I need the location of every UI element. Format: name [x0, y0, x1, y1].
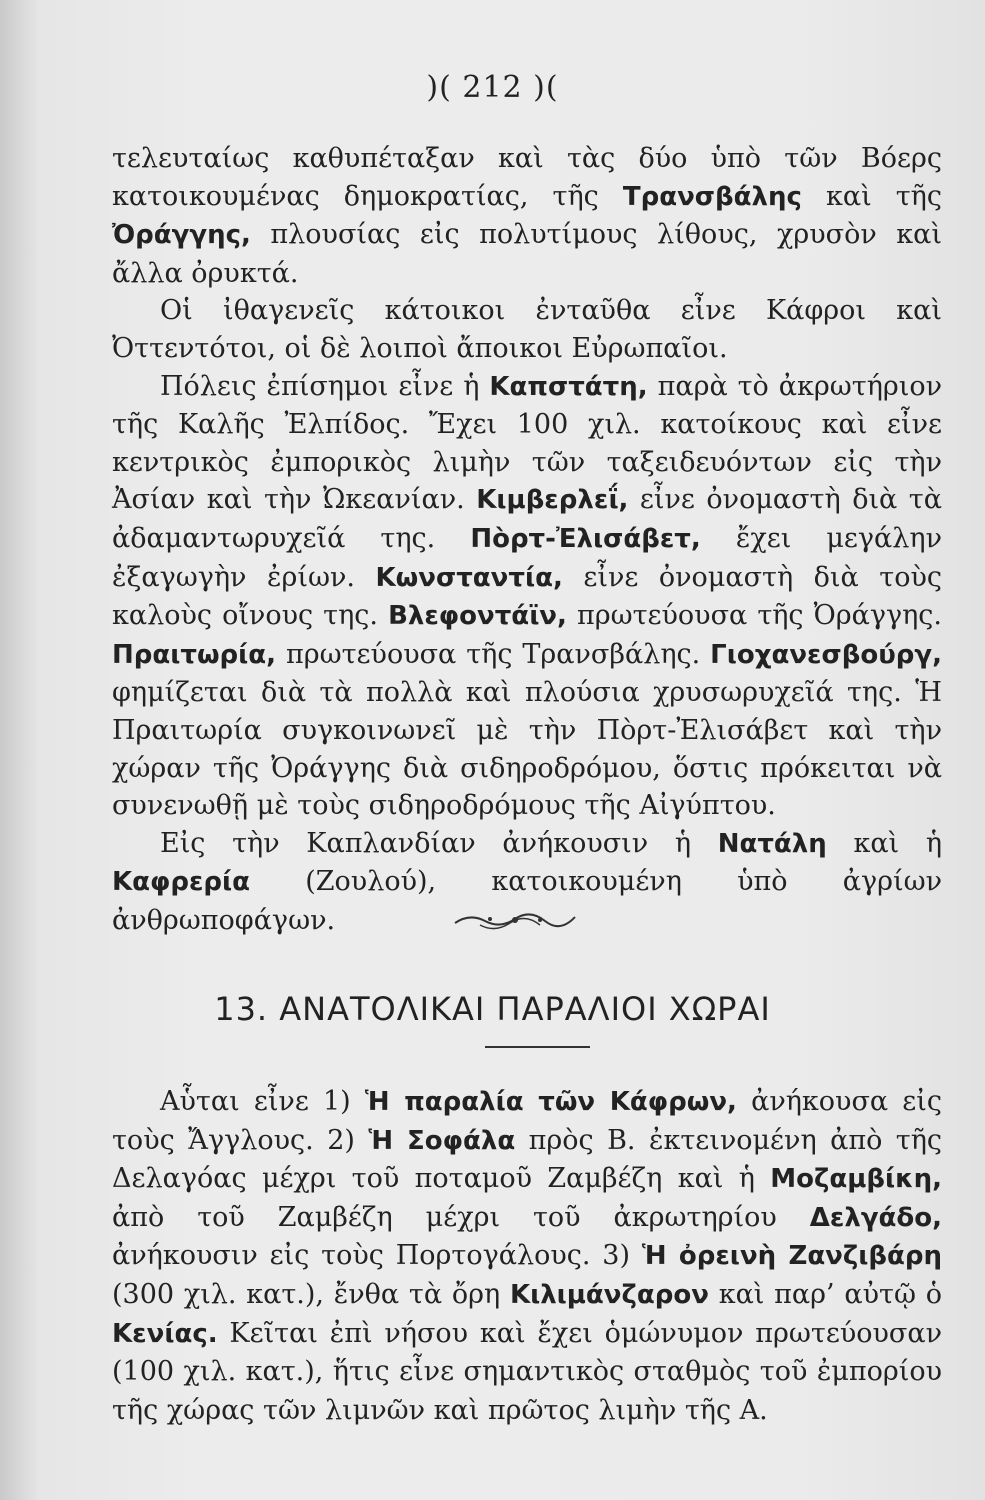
- text-run: πρωτεύουσα τῆς Τρανσβάλης.: [276, 638, 711, 670]
- bold-term: Γιοχανεσβούργ,: [710, 639, 942, 670]
- text-run: πρωτεύουσα τῆς Ὀράγγης.: [566, 600, 943, 632]
- bold-term: Κιμβερλεΐ,: [476, 485, 629, 516]
- text-run: φημίζεται διὰ τὰ πολλὰ καὶ πλούσια χρυσωρυχεῖά της. Ἡ Πραιτωρία συγκοινωνεῖ μὲ τὴν Πὸρτ-Ἐλισάβετ καὶ τὴν χώραν τῆς Ὀράγγης διὰ σιδηροδρόμου, ὅστις πρόκειται νὰ συνενωθῇ μὲ τοὺς σιδηροδρόμους τῆς Αἰγύπτου.: [112, 677, 942, 822]
- text-run: πρὸς Β. ἐκτεινομένη ἀπὸ τῆς Δελαγόας μέχρι τοῦ ποταμοῦ Ζαμβέζη καὶ ἡ: [112, 1124, 943, 1195]
- bold-term: Ἡ παραλία τῶν Κάφρων,: [364, 1087, 737, 1117]
- paragraph-2: Οἱ ἰθαγενεῖς κάτοικοι ἐνταῦθα εἶνε Κάφροι καὶ Ὀττεντότοι, οἱ δὲ λοιποὶ ἄποικοι Εὐρωπαῖοι.: [112, 295, 942, 364]
- title-underline: [485, 1046, 590, 1048]
- text-run: καὶ ἡ: [826, 827, 942, 859]
- bold-term: Καφρερία: [112, 867, 251, 898]
- paragraph-5: [112, 1083, 942, 1430]
- text-run: ἀνήκουσα εἰς τοὺς Ἄγγλους. 2): [112, 1086, 942, 1156]
- bold-term: Βλεφοντάϊν,: [388, 601, 567, 632]
- page-number: )( 212 )(: [426, 70, 559, 105]
- paragraph-3: [112, 368, 942, 825]
- text-run: Εἰς τὴν Καπλανδίαν ἀνήκουσιν ἡ: [160, 827, 718, 859]
- bold-term: Τρανσβάλης: [622, 181, 802, 212]
- text-run: ἔχει μεγάλην ἐξαγωγὴν ἐρίων.: [112, 522, 942, 593]
- bold-term: Ἡ Σοφάλα: [368, 1125, 516, 1156]
- text-run: Αὗται εἶνε 1): [160, 1086, 365, 1117]
- text-run: εἶνε ὀνομαστὴ διὰ τὰ ἀδαμαντωρυχεῖά της.: [112, 484, 942, 554]
- bold-term: Δελγάδο,: [809, 1202, 942, 1233]
- text-run: (300 χιλ. κατ.), ἔνθα τὰ ὄρη: [112, 1278, 510, 1310]
- body-text-upper: [112, 140, 942, 939]
- section-title: 13. ΑΝΑΤΟΛΙΚΑΙ ΠΑΡΑΛΙΟΙ ΧΩΡΑΙ: [214, 990, 771, 1028]
- text-run: ἀπὸ τοῦ Ζαμβέζη μέχρι τοῦ ἀκρωτηρίου: [112, 1201, 810, 1233]
- text-run: τελευταίως καθυπέταξαν καὶ τὰς δύο ὑπὸ τῶν Βόερς κατοικουμένας δημοκρατίας, τῆς: [112, 143, 942, 212]
- text-run: εἶνε ὀνομαστὴ διὰ τοὺς καλοὺς οἴνους της.: [112, 561, 942, 632]
- bold-term: Πὸρτ-Ἐλισάβετ,: [470, 523, 701, 554]
- bold-term: Κιλιμάνζαρον: [509, 1279, 709, 1310]
- ornament-divider: [450, 905, 580, 935]
- bold-term: Κωνσταντία,: [375, 562, 563, 593]
- paragraph-1: [112, 140, 942, 292]
- bold-term: Καπστάτη,: [489, 371, 648, 402]
- text-run: πλουσίας εἰς πολυτίμους λίθους, χρυσὸν καὶ ἄλλα ὀρυκτά.: [112, 219, 942, 289]
- bold-term: Μοζαμβίκη,: [770, 1164, 942, 1195]
- text-run: (Ζουλού), κατοικουμένη ὑπὸ ἀγρίων ἀνθρωποφάγων.: [112, 866, 942, 936]
- bold-term: Νατάλη: [717, 828, 827, 859]
- bold-term: Κενίας.: [112, 1318, 218, 1349]
- body-text-lower: [112, 1083, 942, 1430]
- bold-term: Ἡ ὀρεινὴ Ζανζιβάρη: [641, 1241, 942, 1272]
- bold-term: Ὀράγγης,: [112, 220, 251, 251]
- bold-term: Πραιτωρία,: [112, 639, 277, 670]
- text-run: παρὰ τὸ ἀκρωτήριον τῆς Καλῆς Ἐλπίδος. Ἔχει 100 χιλ. κατοίκους καὶ εἶνε κεντρικὸς ἐμπορικὸς λιμὴν τῶν ταξειδευόντων εἰς τὴν Ἀσίαν καὶ τὴν Ὠκεανίαν.: [112, 370, 942, 516]
- text-run: ἀνήκουσιν εἰς τοὺς Πορτογάλους. 3): [112, 1240, 642, 1272]
- text-run: καὶ παρ’ αὐτῷ ὁ: [708, 1278, 942, 1310]
- text-run: Πόλεις ἐπίσημοι εἶνε ἡ: [160, 370, 490, 402]
- text-run: Κεῖται ἐπὶ νήσου καὶ ἔχει ὁμώνυμον πρωτεύουσαν (100 χιλ. κατ.), ἥτις εἶνε σημαντικὸς σταθμὸς τοῦ ἐμπορίου τῆς χώρας τῶν λιμνῶν καὶ πρῶτος λιμὴν τῆς Α.: [112, 1317, 942, 1426]
- text-run: καὶ τῆς: [801, 180, 942, 212]
